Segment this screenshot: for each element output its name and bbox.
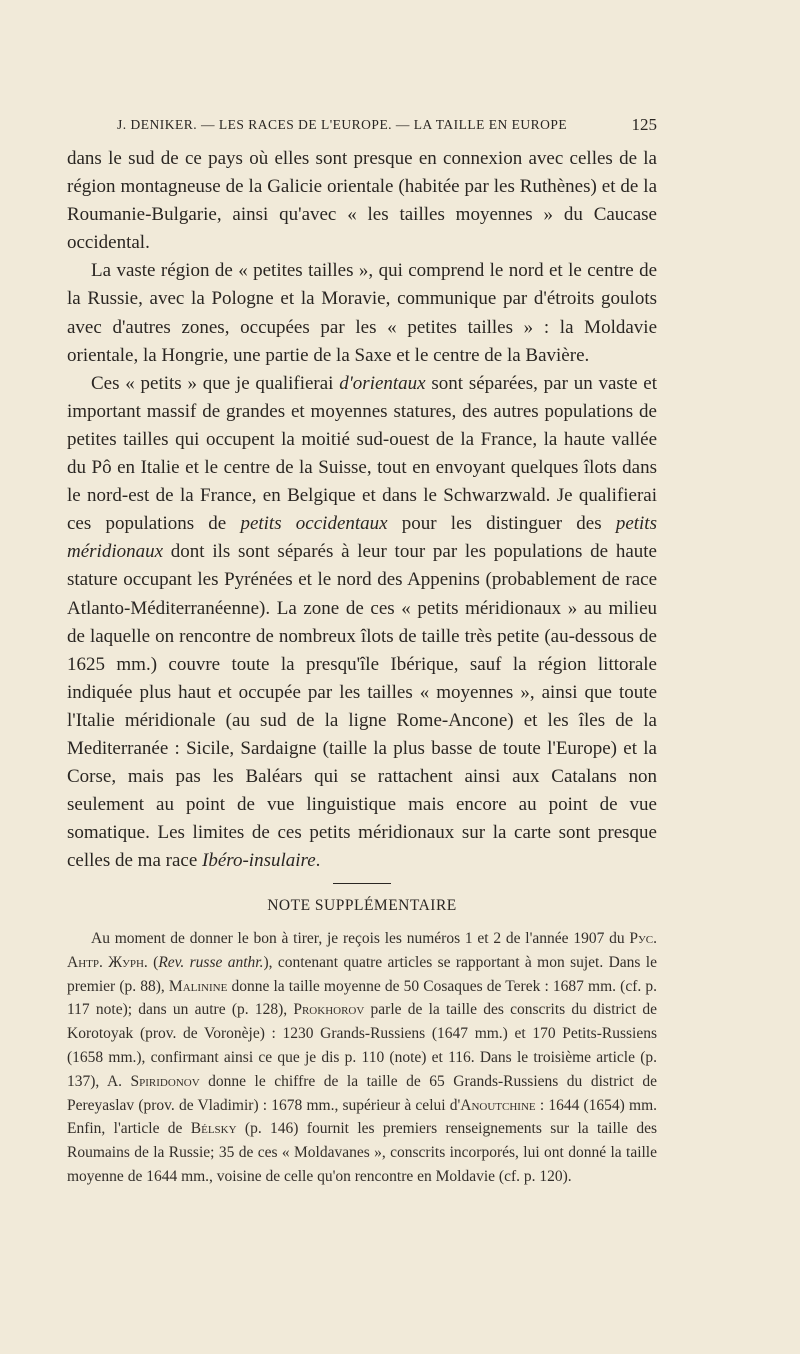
emphasis-petits-occidentaux: petits occidentaux [240, 513, 388, 535]
page-number: 125 [631, 115, 657, 134]
paragraph-3-text-e: . [315, 850, 321, 872]
emphasis-orientaux: d'orientaux [339, 372, 426, 394]
paragraph-3-text-a: Ces « petits » que je qualifierai [91, 372, 340, 394]
note-text-4: donne la taille moyenne de 50 Cosaques de Terek : 1687 mm. (cf. p. 117 note); dans un autre (p. 128), [67, 977, 657, 1019]
author-prokhorov: Prokhorov [293, 1001, 365, 1019]
note-text-8: (p. 146) fournit les premiers renseignements sur la taille des Roumains de la Russie; 35 de ces « Moldavanes », conscrits incorporés, lui ont donné la taille moyenne de 1644 mm., voisine de celle qu'on rencontre en Moldavie (cf. p. 120). [67, 1120, 657, 1185]
author-anoutchine: Anoutchine [460, 1096, 536, 1114]
emphasis-petits-meridionaux: petits méridionaux [67, 513, 657, 563]
author-malinine: Malinine [168, 977, 228, 995]
emphasis-ibero-insulaire: Ibéro-insulaire [202, 850, 316, 872]
paragraph-2: La vaste région de « petites tailles », qui comprend le nord et le centre de la Russie, avec la Pologne et la Moravie, communique par d'étroits goulots avec d'autres zones, occupées par les « petites tailles » : la Moldavie orientale, la Hongrie, une partie de la Saxe et le centre de la Bavière. [67, 260, 657, 366]
running-title: J. DENIKER. — LES RACES DE L'EUROPE. — LA TAILLE EN EUROPE [117, 117, 568, 132]
running-header [117, 113, 657, 137]
author-spiridonov: Spiridonov [130, 1072, 200, 1090]
note-text-3: ), contenant quatre articles se rapportant à mon sujet. Dans le premier (p. 88), [67, 953, 657, 995]
note-text-1: Au moment de donner le bon à tirer, je reçois les numéros 1 et 2 de l'année 1907 du [91, 930, 630, 947]
note-text-7: : 1644 (1654) mm. Enfin, l'article de [67, 1096, 657, 1138]
note-text [67, 927, 657, 1189]
note-text-5: parle de la taille des conscrits du district de Korotoyak (prov. de Voronèje) : 1230 Grands-Russiens (1647 mm.) et 170 Petits-Russiens (1658 mm.), confirmant ainsi ce que je dis p. 110 (note) et 116. Dans le troisième article (p. 137), A. [67, 1001, 658, 1090]
paragraph-3-text-b: sont séparées, par un vaste et important massif de grandes et moyennes statures, des autres populations de petites tailles qui occupent la moitié sud-ouest de la France, la haute vallée du Pô en Italie et le centre de la Suisse, tout en envoyant quelques îlots dans le nord-est de la France, en Belgique et dans le Schwarzwald. Je qualifierai ces populations de [67, 372, 657, 535]
note-text-6: donne le chiffre de la taille de 65 Grands-Russiens du district de Pereyaslav (prov. de Vladimir) : 1678 mm., supérieur à celui d' [67, 1072, 658, 1114]
paragraph-3-text-d: dont ils sont séparés à leur tour par les populations de haute stature occupant les Pyrénées et le nord des Appenins (probablement de race Atlanto-Méditerranéenne). La zone de ces « petits méridionaux » au milieu de laquelle on rencontre de nombreux îlots de taille très petite (au-dessous de 1625 mm.) couvre toute la presqu'île Ibérique, sauf la région littorale indiquée plus haut et occupée par les tailles « moyennes », ainsi que toute l'Italie méridionale (au sud de la ligne Rome-Ancone) et les îles de la Mediterranée : Sicile, Sardaigne (taille la plus basse de toute l'Europe) et la Corse, mais pas les Baléars qui se rattachent ainsi aux Catalans non seulement au point de vue linguistique mais encore au point de vue somatique. Les limites de ces petits méridionaux sur la carte sont presque celles de ma race [67, 541, 657, 872]
journal-abbreviation: Рус. Антр. Журн. [67, 930, 657, 971]
review-title: Rev. russe anthr. [158, 953, 264, 971]
paragraph-3-text-c: pour les distinguer des [387, 513, 616, 535]
body-text [67, 145, 657, 884]
section-divider [333, 883, 391, 884]
note-title: NOTE SUPPLÉMENTAIRE [267, 897, 457, 914]
paragraph-1: dans le sud de ce pays où elles sont presque en connexion avec celles de la région montagneuse de la Galicie orientale (habitée par les Ruthènes) et de la Roumanie-Bulgarie, ainsi qu'avec « les tailles moyennes » du Caucase occidental. [67, 148, 657, 254]
note-text-2: ( [147, 953, 159, 971]
note-paragraph [67, 927, 657, 1189]
paragraph-3 [67, 370, 657, 876]
author-belsky: Bélsky [190, 1120, 237, 1138]
